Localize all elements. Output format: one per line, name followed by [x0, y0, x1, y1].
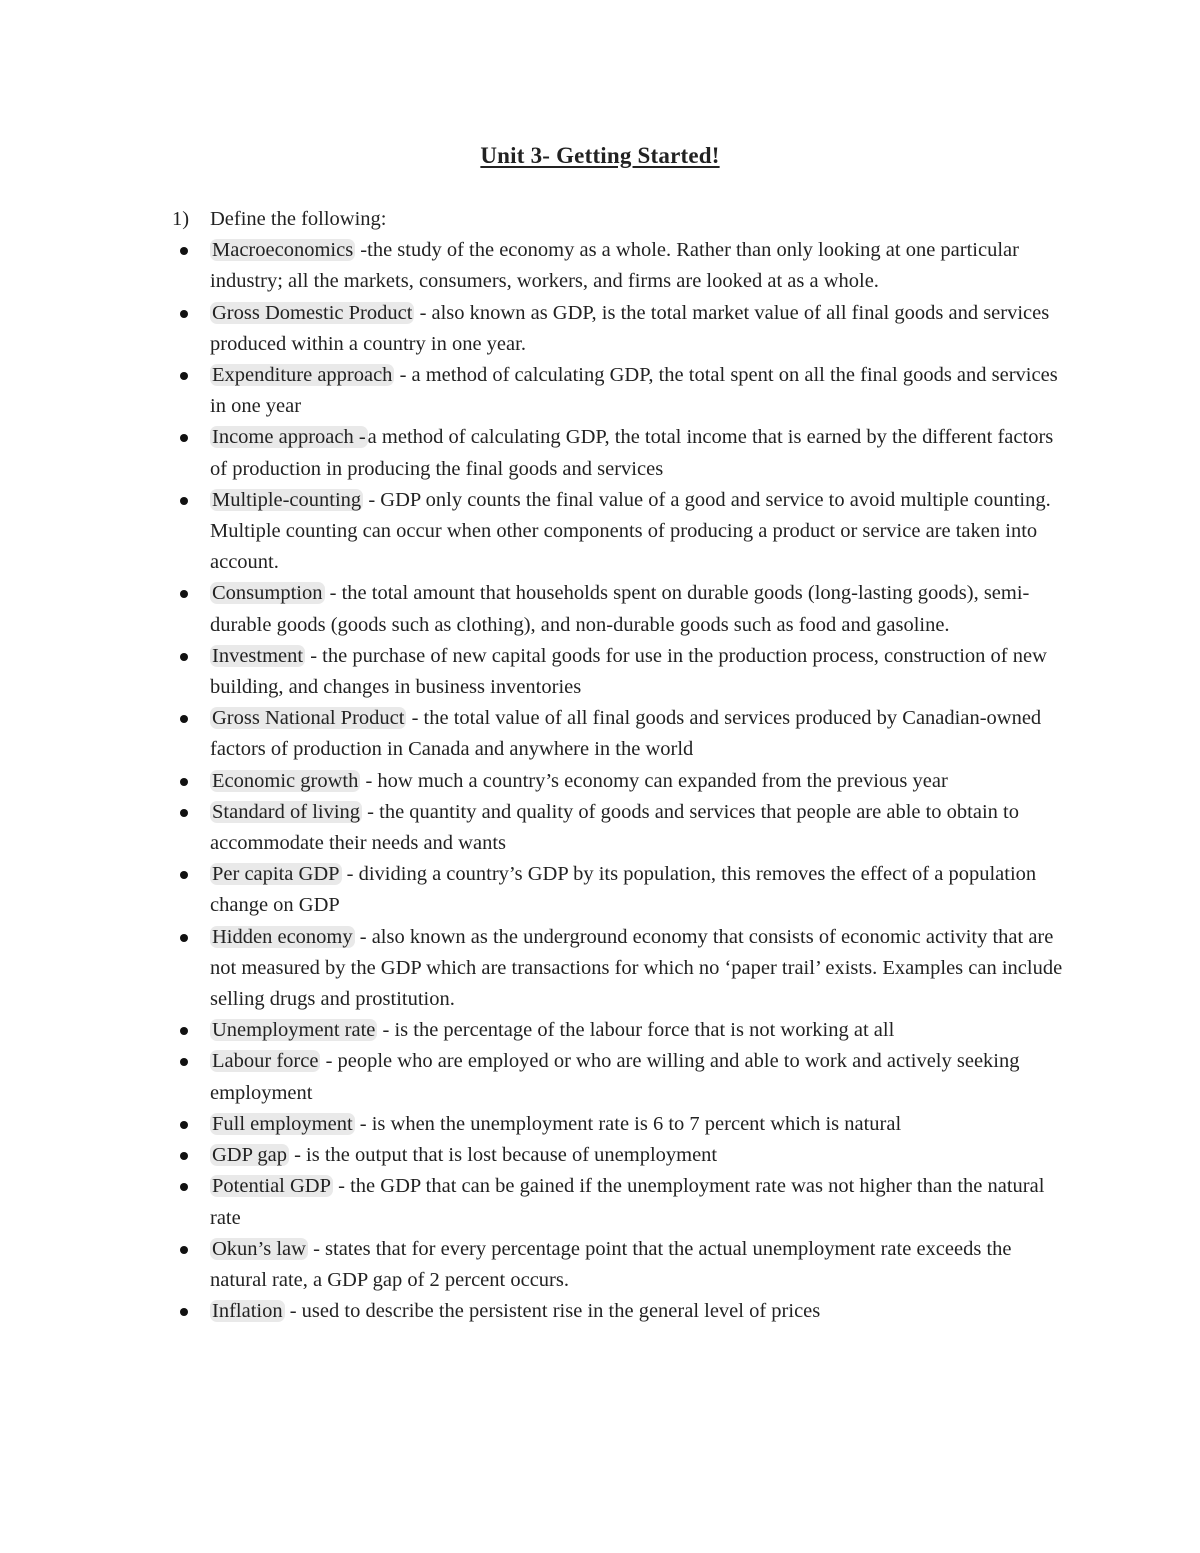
term: Per capita GDP — [212, 863, 340, 886]
page-title: Unit 3- Getting Started! — [480, 143, 720, 168]
list-item — [172, 485, 1064, 579]
term: Consumption — [212, 582, 323, 605]
definition: - also known as the underground economy that consists of economic activity that are not measured by the GDP which are transactions for which no ‘paper trail’ exists. Examples can include selling drugs and prostitution. — [210, 925, 1063, 1011]
list-item — [172, 641, 1064, 703]
bullet-icon — [172, 703, 210, 765]
list-item — [172, 578, 1064, 640]
list-item — [172, 1234, 1064, 1296]
list-item — [172, 703, 1064, 765]
bullet-icon — [172, 1296, 210, 1327]
definition: a method of calculating GDP, the total income that is earned by the different factors of production in producing the final goods and services — [210, 426, 1054, 480]
bullet-icon — [172, 235, 210, 297]
definition: - is when the unemployment rate is 6 to 7 percent which is natural — [354, 1112, 902, 1135]
list-item — [172, 922, 1064, 1016]
definition: - used to describe the persistent rise in the general level of prices — [284, 1300, 821, 1323]
bullet-icon — [172, 766, 210, 797]
bullet-icon — [172, 422, 210, 484]
bullet-icon — [172, 1015, 210, 1046]
term: Labour force — [212, 1050, 319, 1073]
definition: - states that for every percentage point that the actual unemployment rate exceeds the natural rate, a GDP gap of 2 percent occurs. — [210, 1237, 1012, 1291]
term: Macroeconomics — [212, 239, 354, 262]
term: Standard of living — [212, 800, 361, 823]
term: Income approach - — [212, 426, 366, 449]
list-item — [172, 1046, 1064, 1108]
list-item — [172, 298, 1064, 360]
term: Inflation — [212, 1300, 283, 1323]
bullet-icon — [172, 1109, 210, 1140]
bullet-icon — [172, 1171, 210, 1233]
question-prompt — [172, 204, 1064, 235]
term: Expenditure approach — [212, 364, 393, 387]
list-item — [172, 1109, 1064, 1140]
term: GDP gap — [212, 1144, 287, 1167]
definition: - a method of calculating GDP, the total spent on all the final goods and services in one year — [210, 364, 1058, 418]
term: Gross National Product — [212, 707, 405, 730]
question-number: 1) — [172, 208, 190, 230]
bullet-icon — [172, 298, 210, 360]
definition: - is the percentage of the labour force that is not working at all — [377, 1019, 895, 1042]
definition: - people who are employed or who are willing and able to work and actively seeking employment — [210, 1050, 1020, 1104]
bullet-icon — [172, 485, 210, 579]
term: Potential GDP — [212, 1175, 332, 1198]
definition: - the GDP that can be gained if the unemployment rate was not higher than the natural rate — [210, 1175, 1045, 1229]
definition: - GDP only counts the final value of a good and service to avoid multiple counting. Multiple counting can occur when other components of producing a product or service are taken into account. — [210, 488, 1051, 574]
term: Okun’s law — [212, 1237, 306, 1260]
list-item — [172, 859, 1064, 921]
list-item — [172, 360, 1064, 422]
definition: - is the output that is lost because of unemployment — [288, 1144, 718, 1167]
definition: - the total amount that households spent on durable goods (long-lasting goods), semi-durable goods (goods such as clothing), and non-durable goods such as food and gasoline. — [210, 582, 1030, 636]
bullet-icon — [172, 1234, 210, 1296]
bullet-icon — [172, 1046, 210, 1108]
term: Investment — [212, 644, 304, 667]
bullet-icon — [172, 797, 210, 859]
bullet-icon — [172, 578, 210, 640]
term: Economic growth — [212, 769, 359, 792]
definition: - the total value of all final goods and services produced by Canadian-owned factors of production in Canada and anywhere in the world — [210, 707, 1042, 761]
term: Gross Domestic Product — [212, 301, 413, 324]
list-item — [172, 766, 1064, 797]
bullet-icon — [172, 360, 210, 422]
definition: - dividing a country’s GDP by its population, this removes the effect of a population change on GDP — [210, 863, 1037, 917]
list-item — [172, 235, 1064, 297]
document-body — [172, 204, 1064, 1327]
list-item — [172, 1296, 1064, 1327]
definition-list — [172, 235, 1064, 1327]
term: Hidden economy — [212, 925, 353, 948]
term: Multiple-counting — [212, 488, 362, 511]
definition: - the quantity and quality of goods and services that people are able to obtain to accommodate their needs and wants — [210, 800, 1019, 855]
bullet-icon — [172, 641, 210, 703]
list-item — [172, 1171, 1064, 1233]
bullet-icon — [172, 1140, 210, 1171]
term: Unemployment rate — [212, 1019, 376, 1042]
list-item — [172, 1015, 1064, 1046]
question-text: Define the following: — [210, 208, 387, 230]
bullet-icon — [172, 859, 210, 921]
list-item — [172, 1140, 1064, 1171]
bullet-icon — [172, 922, 210, 1016]
definition: - how much a country’s economy can expanded from the previous year — [360, 769, 948, 792]
list-item — [172, 797, 1064, 859]
definition: - the purchase of new capital goods for use in the production process, construction of new building, and changes in business inventories — [210, 644, 1047, 699]
list-item — [172, 422, 1064, 484]
definition: - also known as GDP, is the total market value of all final goods and services produced within a country in one year. — [210, 301, 1050, 355]
definition: -the study of the economy as a whole. Rather than only looking at one particular industry; all the markets, consumers, workers, and firms are looked at as a whole. — [210, 239, 1019, 293]
term: Full employment — [212, 1112, 353, 1135]
